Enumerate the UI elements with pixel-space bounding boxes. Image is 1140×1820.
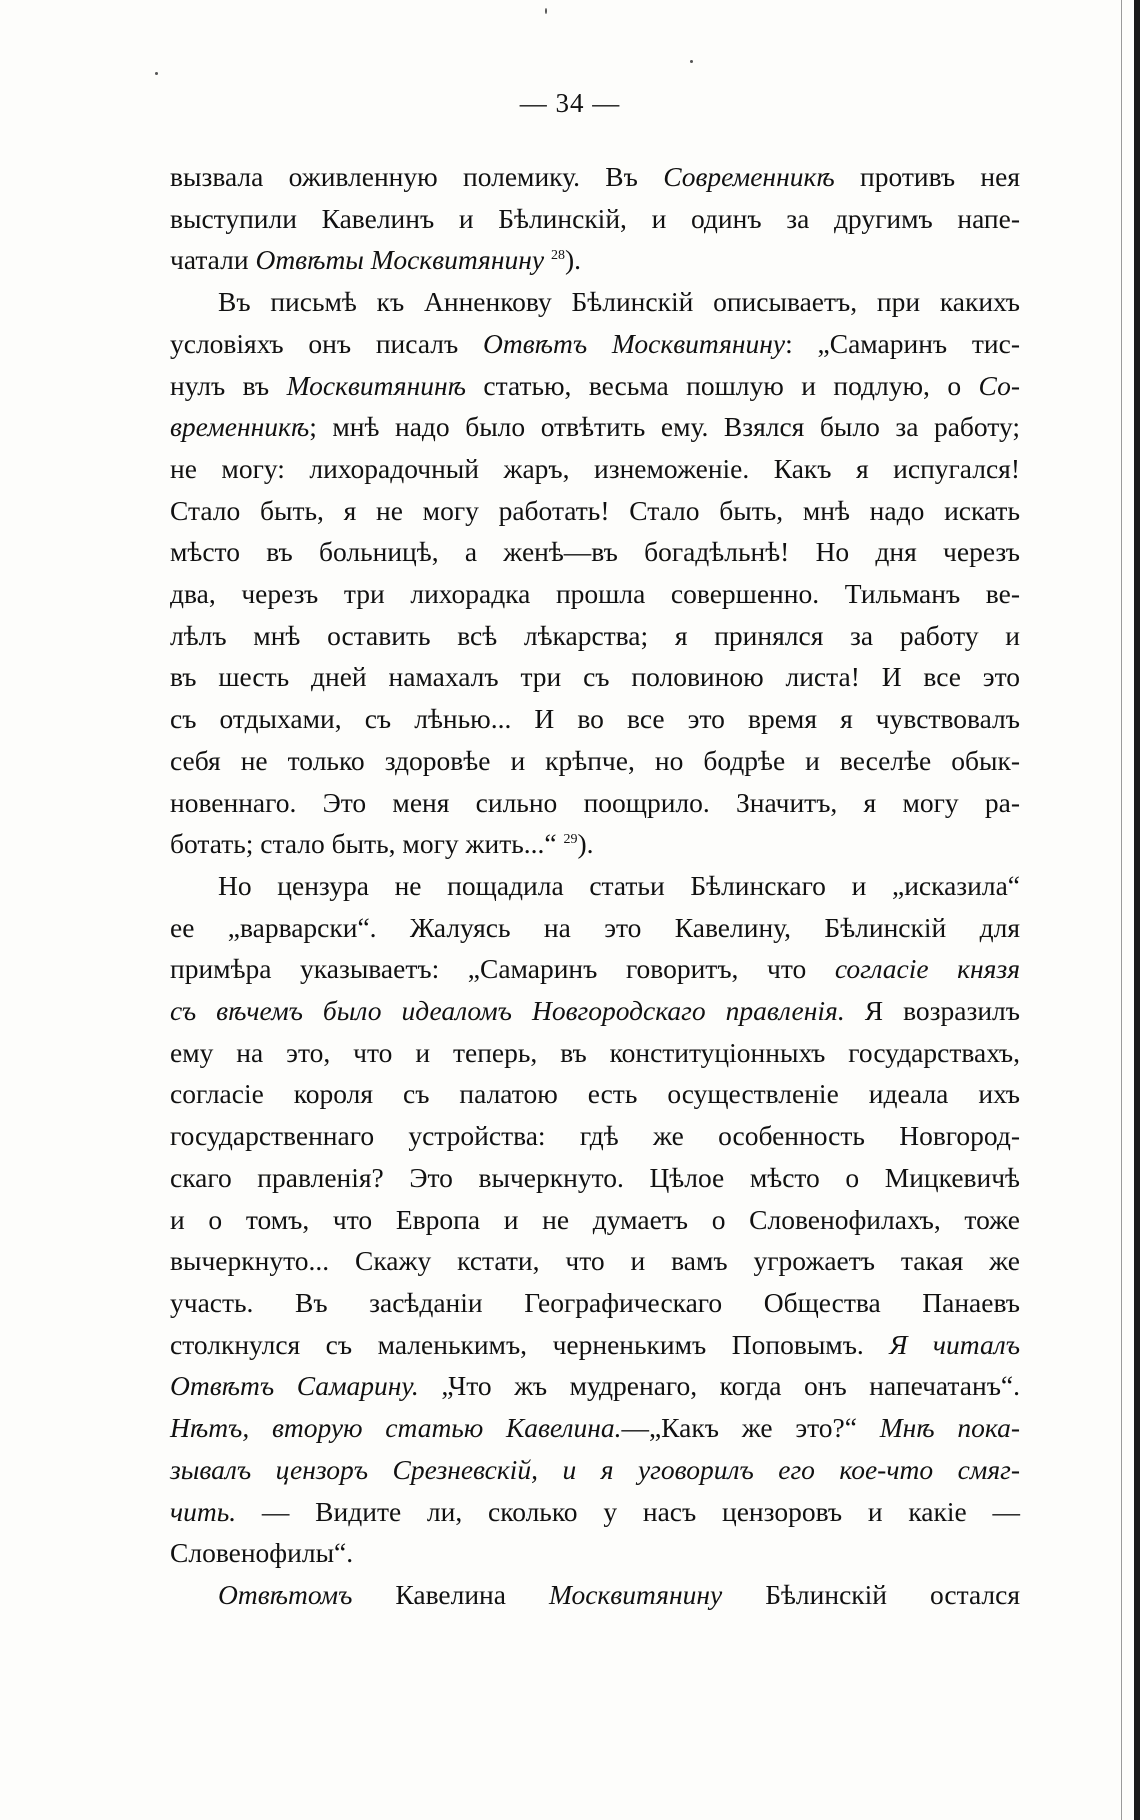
page-edge-shadow xyxy=(1134,0,1140,1820)
text-line xyxy=(170,573,1020,615)
text-span: вычеркнуто... Скажу кстати, что и вамъ угрожаетъ такая же xyxy=(170,1245,1020,1277)
italic-text-span: временникѣ xyxy=(170,411,310,443)
text-span: Я возразилъ xyxy=(844,995,1020,1027)
text-span: съ отдыхами, съ лѣнью... И во все это время я чувствовалъ xyxy=(170,703,1020,735)
italic-text-span: Отвѣтомъ xyxy=(218,1578,353,1610)
text-span: согласіе короля съ палатою есть осуществленіе идеала ихъ xyxy=(170,1078,1020,1110)
text-line xyxy=(170,1240,1020,1282)
text-span: ). xyxy=(564,244,581,276)
italic-text-span: Со- xyxy=(978,369,1020,401)
italic-text-span: Нѣтъ, вторую статью Кавелина. xyxy=(170,1412,622,1444)
text-line xyxy=(170,990,1020,1032)
footnote-marker: 28 xyxy=(550,248,565,264)
text-span: Стало быть, я не могу работать! Стало быть, мнѣ надо искать xyxy=(170,494,1020,526)
text-line xyxy=(170,1282,1020,1324)
text-line xyxy=(170,1407,1020,1449)
text-span: — Видите ли, сколько у насъ цензоровъ и какіе — xyxy=(236,1495,1020,1527)
text-line xyxy=(170,1032,1020,1074)
text-span: нулъ въ xyxy=(170,369,287,401)
text-line xyxy=(170,239,1020,281)
text-span: Кавелина xyxy=(352,1578,549,1610)
text-span: чатали xyxy=(170,244,256,276)
text-line xyxy=(170,281,1020,323)
text-line xyxy=(170,323,1020,365)
italic-text-span: Я читалъ xyxy=(889,1328,1020,1360)
text-line xyxy=(170,865,1020,907)
text-span: вызвала оживленную полемику. Въ xyxy=(170,161,664,192)
text-line xyxy=(170,823,1020,865)
text-span: лѣлъ мнѣ оставить всѣ лѣкарства; я принялся за работу и xyxy=(170,619,1020,651)
text-span: ботать; стало быть, могу жить...“ xyxy=(170,828,564,860)
text-line xyxy=(170,1491,1020,1533)
text-span: столкнулся съ маленькимъ, черненькимъ Поповымъ. xyxy=(170,1328,890,1360)
italic-text-span: Отвѣты Москвитянину xyxy=(255,244,545,276)
text-span: государственнаго устройства: гдѣ же особенность Новгород- xyxy=(170,1120,1020,1152)
page-body-text xyxy=(170,156,1020,1616)
text-line xyxy=(170,365,1020,407)
text-line xyxy=(170,490,1020,532)
text-line xyxy=(170,656,1020,698)
text-line xyxy=(170,1073,1020,1115)
text-span: „Что жъ мудренаго, когда онъ напечатанъ“. xyxy=(418,1370,1020,1402)
text-line xyxy=(170,1115,1020,1157)
italic-text-span: Отвѣтъ Москвитянину xyxy=(482,327,786,359)
text-span: статью, весьма пошлую и подлую, о xyxy=(465,369,979,401)
text-span: Бѣлинскій остался xyxy=(722,1578,1021,1610)
text-line xyxy=(170,740,1020,782)
text-span: противъ нея xyxy=(834,161,1020,192)
text-line xyxy=(170,198,1020,240)
text-span: Словенофилы“. xyxy=(170,1537,354,1569)
italic-text-span: Современникѣ xyxy=(663,161,835,192)
scan-speck xyxy=(155,72,158,75)
text-span: въ шесть дней намахалъ три съ половиною листа! И все это xyxy=(170,661,1020,693)
footnote-marker: 29 xyxy=(563,832,578,848)
text-line xyxy=(170,615,1020,657)
text-span: и о томъ, что Европа и не думаетъ о Словенофилахъ, тоже xyxy=(170,1203,1020,1235)
text-span: : „Самаринъ тис- xyxy=(785,327,1020,359)
text-span: не могу: лихорадочный жаръ, изнеможеніе. Какъ я испугался! xyxy=(170,452,1020,484)
text-span xyxy=(544,244,551,275)
text-span: участь. Въ засѣданіи Географическаго Общества Панаевъ xyxy=(170,1286,1020,1318)
text-span: —„Какъ же это?“ xyxy=(621,1412,880,1444)
italic-text-span: согласіе князя xyxy=(834,953,1020,985)
text-line xyxy=(170,448,1020,490)
italic-text-span: зывалъ цензоръ Срезневскій, и я уговорилъ его кое-что смяг- xyxy=(170,1453,1020,1485)
text-span: новеннаго. Это меня сильно поощрило. Значитъ, я могу ра- xyxy=(170,786,1020,818)
text-span: мѣсто въ больницѣ, а женѣ—въ богадѣльнѣ! Но дня черезъ xyxy=(170,536,1020,568)
italic-text-span: Москвитянинѣ xyxy=(286,369,466,401)
text-line xyxy=(170,1365,1020,1407)
page-edge-line xyxy=(1121,0,1122,1820)
text-span: ; мнѣ надо было отвѣтить ему. Взялся было за работу; xyxy=(309,411,1020,443)
page-number: — 34 — xyxy=(519,88,621,118)
text-line xyxy=(170,698,1020,740)
text-span: выступили Кавелинъ и Бѣлинскій, и одинъ за другимъ напе- xyxy=(170,202,1020,234)
text-line xyxy=(170,1574,1020,1616)
scan-speck xyxy=(545,8,547,14)
text-span: условіяхъ онъ писалъ xyxy=(170,327,483,359)
italic-text-span: Отвѣтъ Самарину. xyxy=(170,1370,419,1402)
text-span: ). xyxy=(577,828,594,860)
text-line xyxy=(170,1157,1020,1199)
text-line xyxy=(170,156,1020,198)
italic-text-span: Мнѣ пока- xyxy=(879,1412,1020,1444)
text-span: скаго правленія? Это вычеркнуто. Цѣлое мѣсто о Мицкевичѣ xyxy=(170,1161,1020,1193)
text-line xyxy=(170,1532,1020,1574)
text-line xyxy=(170,1449,1020,1491)
text-span: себя не только здоровѣе и крѣпче, но бодрѣе и веселѣе обык- xyxy=(170,744,1020,776)
text-line xyxy=(170,782,1020,824)
text-line xyxy=(170,1199,1020,1241)
text-line xyxy=(170,948,1020,990)
text-span: ее „варварски“. Жалуясь на это Кавелину, Бѣлинскій для xyxy=(170,911,1020,943)
text-span: Въ письмѣ къ Анненкову Бѣлинскій описываетъ, при какихъ xyxy=(218,286,1020,318)
italic-text-span: чить. xyxy=(170,1495,237,1527)
text-span: ему на это, что и теперь, въ конституціонныхъ государствахъ, xyxy=(170,1036,1020,1068)
text-line xyxy=(170,531,1020,573)
text-line xyxy=(170,907,1020,949)
text-span: два, черезъ три лихорадка прошла совершенно. Тильманъ ве- xyxy=(170,578,1020,610)
italic-text-span: Москвитянину xyxy=(548,1578,723,1610)
italic-text-span: съ вѣчемъ было идеаломъ Новгородскаго правленія. xyxy=(170,995,845,1027)
text-line xyxy=(170,406,1020,448)
text-span: Но цензура не пощадила статьи Бѣлинскаго и „исказила“ xyxy=(218,869,1020,901)
text-span: примѣра указываетъ: „Самаринъ говоритъ, что xyxy=(170,953,835,985)
text-line xyxy=(170,1324,1020,1366)
scan-speck xyxy=(690,60,693,63)
